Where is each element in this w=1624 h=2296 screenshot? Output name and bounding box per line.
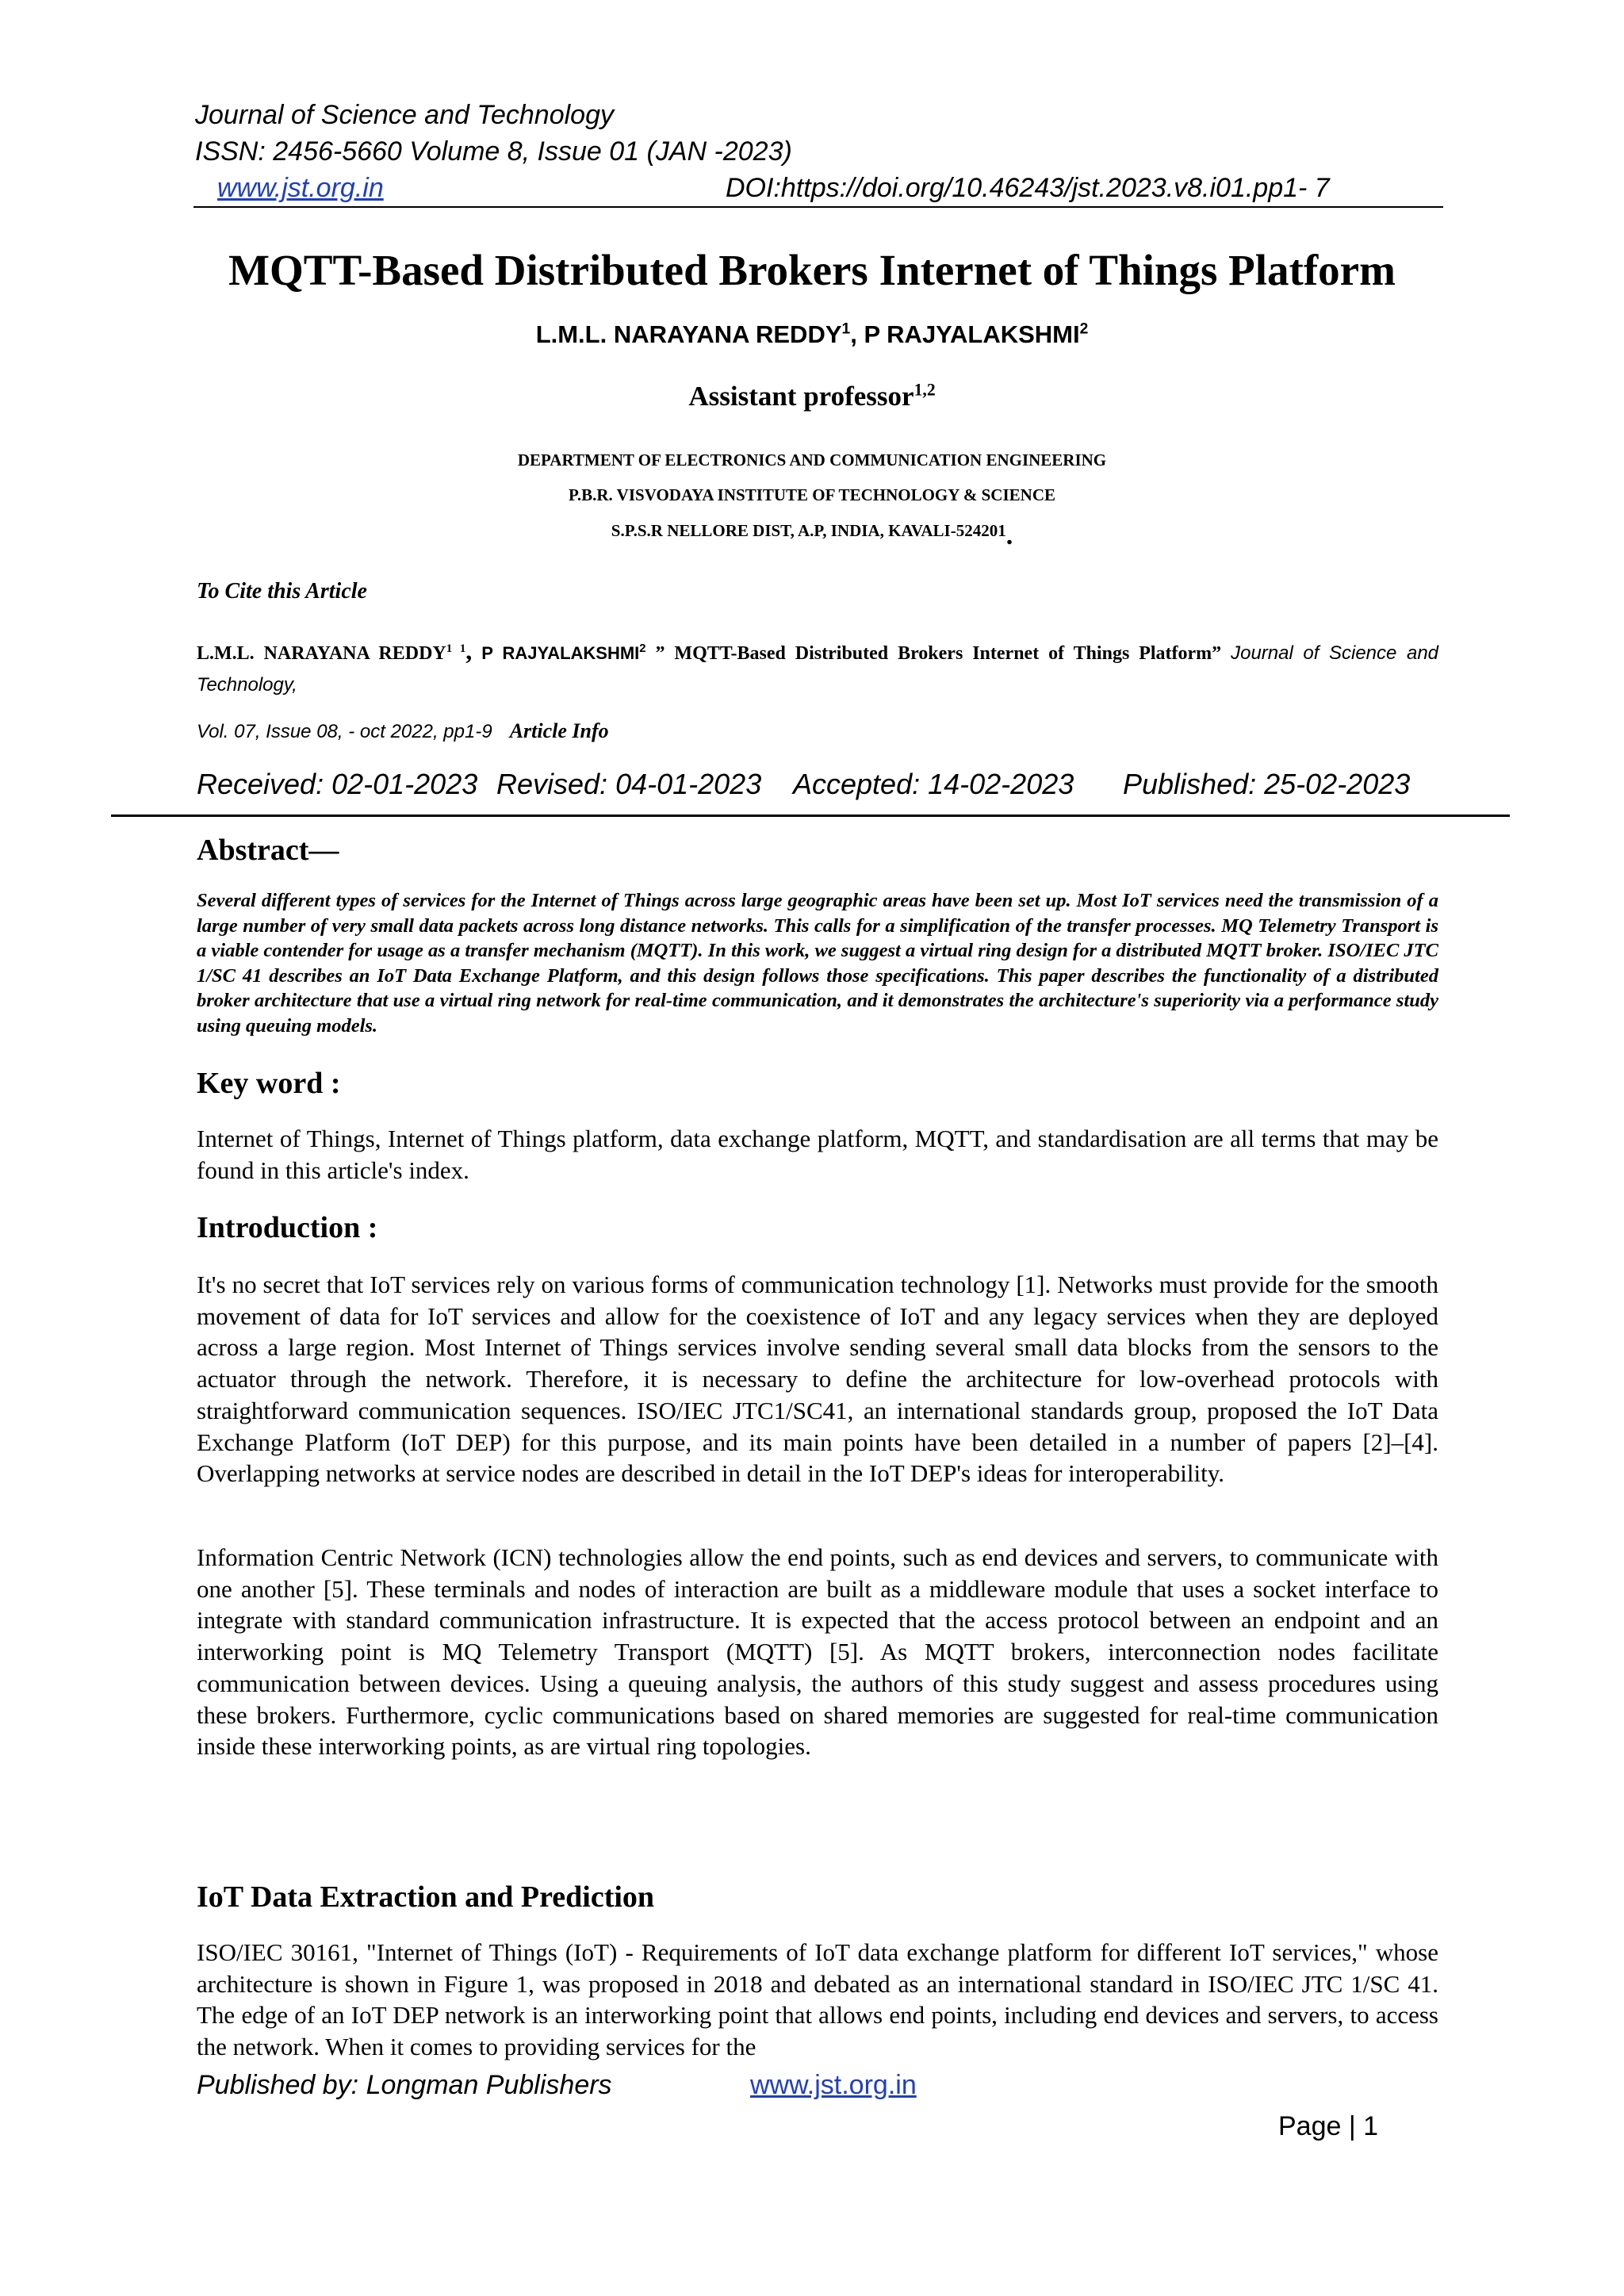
role-sup: 1,2 (914, 380, 936, 400)
abstract-heading: Abstract— (197, 834, 339, 867)
affiliation-institute: P.B.R. VISVODAYA INSTITUTE OF TECHNOLOGY & SCIENCE (568, 485, 1055, 504)
abstract-text: Several different types of services for the Internet of Things across large geographic areas have been set up. Most IoT services need the transmission of a large number of very small data packets across long distance networks. This calls for a simplification of the transfer processes. MQ Telemetry Transport is a viable contender for usage as a transfer mechanism (MQTT). In this work, we suggest a virtual ring design for a distributed MQTT broker. ISO/IEC JTC 1/SC 41 describes an IoT Data Exchange Platform, and this design follows those specifications. This paper describes the functionality of a distributed broker architecture that use a virtual ring network for real-time communication, and it demonstrates the architecture's superiority via a performance study using queuing models. (197, 890, 1438, 1037)
author-1-sup: 1 (841, 320, 851, 338)
article-info-label: Article Info (509, 719, 609, 742)
cite-author-1-sup: 1 1 (446, 642, 466, 655)
cite-author-1: L.M.L. NARAYANA REDDY (197, 643, 446, 664)
dates-rule (111, 815, 1510, 817)
date-revised: Revised: 04-01-2023 (496, 768, 762, 800)
keywords-heading: Key word : (197, 1067, 341, 1100)
author-separator: , (850, 320, 864, 348)
page-number: Page | 1 (1278, 2111, 1379, 2141)
introduction-heading: Introduction : (197, 1211, 378, 1244)
cite-separator: , (465, 636, 473, 665)
author-1: L.M.L. NARAYANA REDDY (535, 320, 842, 348)
cite-volume-line (197, 717, 609, 746)
introduction-paragraph-1: It's no secret that IoT services rely on various forms of communication technology [1]. Networks must provide for the smooth movement of data for IoT services and allow for the coexistence of IoT and any legacy services when they are deployed across a large region. Most Internet of Things services involve sending several small data blocks from the sensors to the actuator through the network. Therefore, it is necessary to define the architecture for low-overhead protocols with straightforward communication sequences. ISO/IEC JTC1/SC41, an international standards group, proposed the IoT Data Exchange Platform (IoT DEP) for this purpose, and its main points have been detailed in a number of papers [2]–[4]. Overlapping networks at service nodes are described in detail in the IoT DEP's ideas for interoperability. (197, 1271, 1438, 1488)
section-2-paragraph-1: ISO/IEC 30161, "Internet of Things (IoT) - Requirements of IoT data exchange platform for different IoT services," whose architecture is shown in Figure 1, was proposed in 2018 and debated as an international standard in ISO/IEC JTC 1/SC 41. The edge of an IoT DEP network is an interworking point that allows end points, including end devices and servers, to access the network. When it comes to providing services for the (197, 1938, 1438, 2061)
cite-heading: To Cite this Article (197, 579, 367, 604)
keywords-text: Internet of Things, Internet of Things platform, data exchange platform, MQTT, and standardisation are all terms that may be found in this article's index. (197, 1125, 1438, 1184)
cite-title: ” MQTT-Based Distributed Brokers Internet of Things Platform” (655, 643, 1222, 664)
header-website-text[interactable]: www.jst.org.in (217, 173, 384, 203)
paper-title: MQTT-Based Distributed Brokers Internet of Things Platform (228, 246, 1396, 294)
introduction-paragraph-2: Information Centric Network (ICN) technologies allow the end points, such as end devices and servers, to communicate with one another [5]. These terminals and nodes of interaction are built as a middleware module that uses a socket interface to integrate with standard communication infrastructure. It is expected that the access protocol between an endpoint and an interworking point is MQ Telemetry Transport (MQTT) [5]. As MQTT brokers, interconnection nodes facilitate communication between devices. Using a queuing analysis, the authors of this study suggest and assess procedures using these brokers. Furthermore, cyclic communications based on shared memories are suggested for real-time communication inside these interworking points, as are virtual ring topologies. (197, 1543, 1438, 1761)
role-text: Assistant professor (688, 381, 914, 412)
author-2: P RAJYALAKSHMI (864, 320, 1080, 348)
cite-author-2: P RAJYALAKSHMI (481, 643, 640, 663)
affiliation-department: DEPARTMENT OF ELECTRONICS AND COMMUNICATION ENGINEERING (517, 450, 1107, 470)
author-2-sup: 2 (1079, 320, 1089, 338)
section-2-heading: IoT Data Extraction and Prediction (197, 1880, 655, 1914)
issn-line: ISSN: 2456-5660 Volume 8, Issue 01 (JAN -2023) (195, 136, 792, 167)
affiliation-address (0, 517, 1624, 550)
footer-website-link[interactable]: www.jst.org.in (750, 2070, 917, 2100)
journal-name: Journal of Science and Technology (195, 100, 614, 130)
date-accepted: Accepted: 14-02-2023 (793, 768, 1074, 800)
author-role (0, 379, 1624, 414)
footer-publisher: Published by: Longman Publishers (197, 2070, 612, 2100)
cite-volume: Vol. 07, Issue 08, - oct 2022, pp1-9 (197, 721, 492, 742)
affiliation-trailing-dot: . (1005, 521, 1013, 550)
affiliation-address-text: S.P.S.R NELLORE DIST, A.P, INDIA, KAVALI-524201 (611, 521, 1006, 540)
date-received: Received: 02-01-2023 (197, 768, 478, 800)
citation-text (197, 634, 1438, 701)
header-rule (193, 206, 1443, 208)
cite-author-2-sup: 2 (639, 642, 646, 655)
header-doi: DOI:https://doi.org/10.46243/jst.2023.v8.i01.pp1- 7 (726, 173, 1330, 203)
author-line (0, 319, 1624, 351)
date-published: Published: 25-02-2023 (1123, 768, 1411, 800)
cite-journal: Journal of Science and Technology, (197, 642, 1439, 696)
header-website-link[interactable] (217, 171, 384, 205)
